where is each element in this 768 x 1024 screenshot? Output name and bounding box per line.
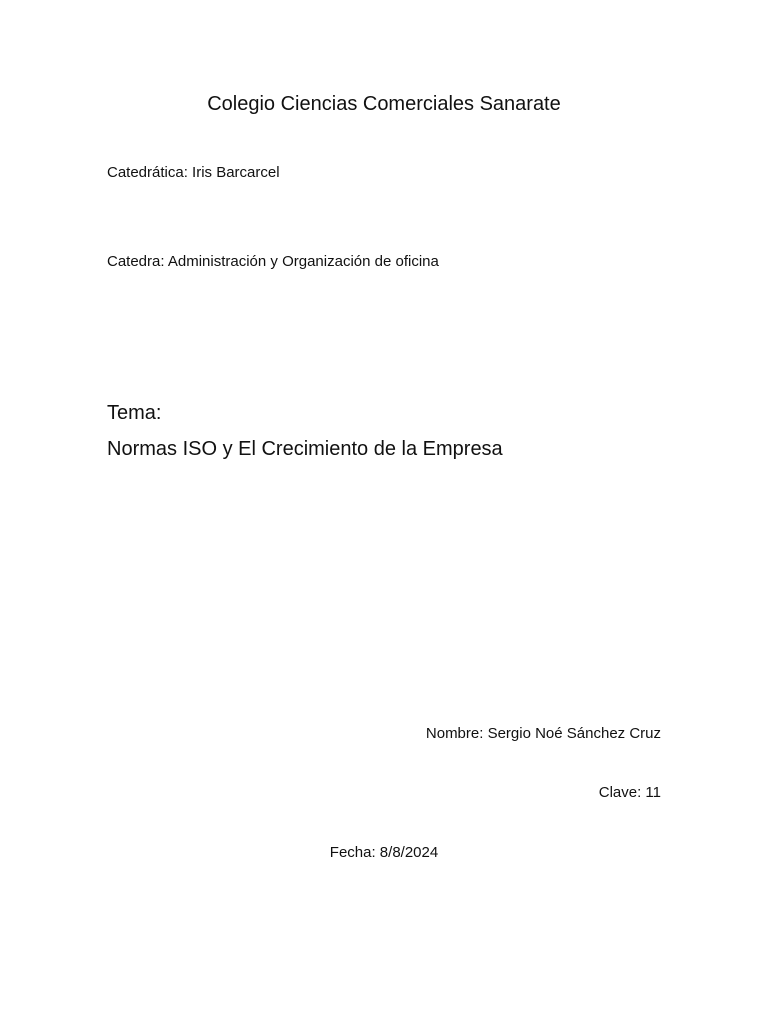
professor-line: Catedrática: Iris Barcarcel — [107, 164, 280, 181]
topic-label: Tema: — [107, 402, 162, 424]
student-key-line: Clave: 11 — [598, 784, 661, 801]
date-line: Fecha: 8/8/2024 — [329, 844, 439, 861]
student-name-line: Nombre: Sergio Noé Sánchez Cruz — [425, 725, 661, 742]
subject-line: Catedra: Administración y Organización de oficina — [107, 253, 439, 270]
school-name: Colegio Ciencias Comerciales Sanarate — [207, 93, 561, 115]
topic-title: Normas ISO y El Crecimiento de la Empresa — [107, 438, 503, 460]
